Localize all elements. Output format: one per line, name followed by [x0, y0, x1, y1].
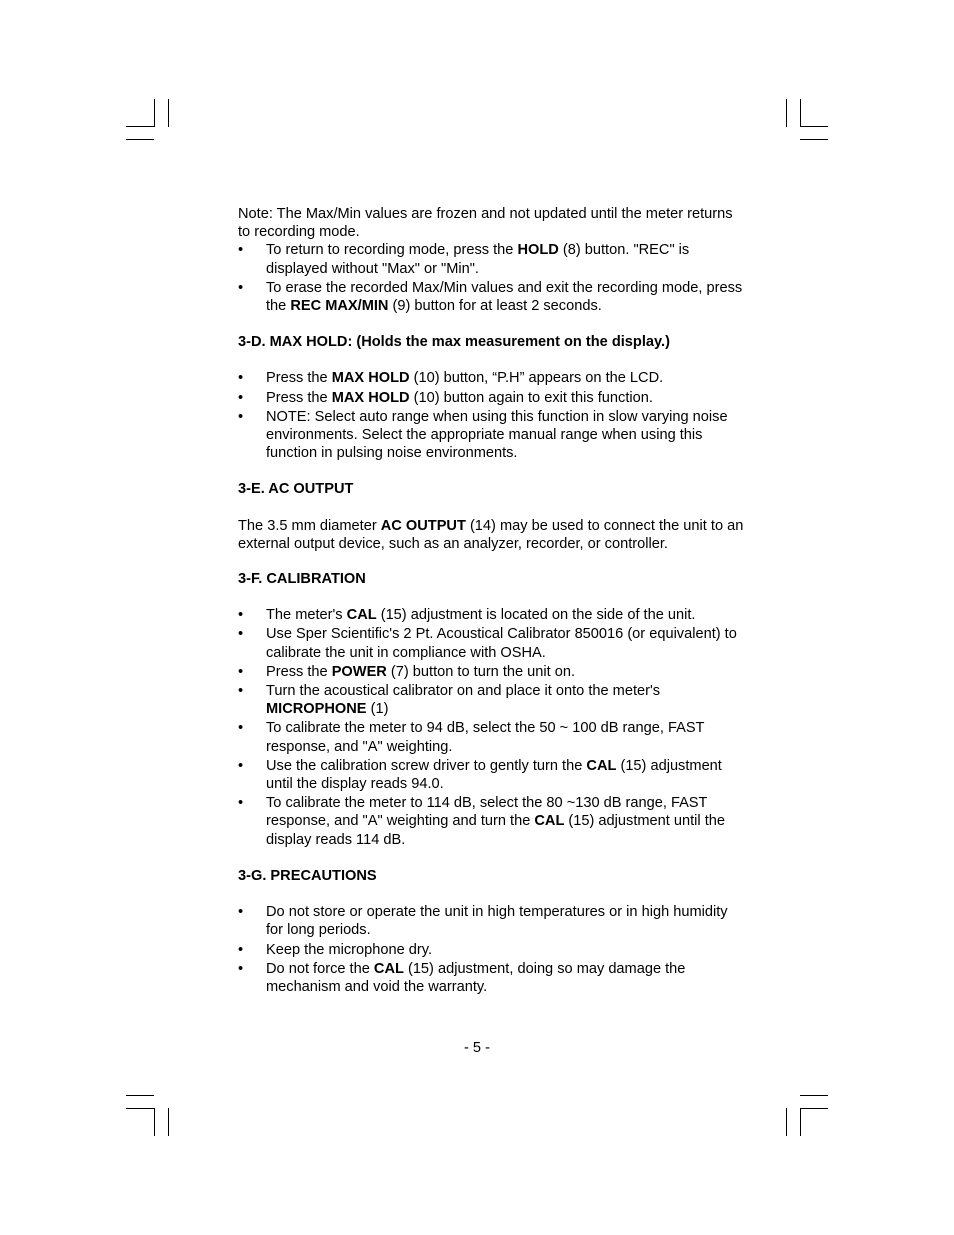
text-span: Use Sper Scientific's 2 Pt. Acoustical Calibrator 850016 (or equivalent) to calibrate the unit in compliance with OSHA.: [266, 626, 737, 661]
max-hold-bullet-list: [238, 369, 748, 462]
text-span: NOTE: Select auto range when using this function in slow varying noise environments. Select the appropriate manual range when using this function in pulsing noise environments.: [266, 408, 728, 462]
text-span: Do not store or operate the unit in high temperatures or in high humidity for long periods.: [266, 904, 728, 939]
bold-term: MICROPHONE: [266, 701, 367, 718]
crop-mark-line: [800, 1108, 828, 1109]
bold-term: MAX HOLD: [331, 370, 410, 387]
text-span: (15) adjustment is located on the side of the unit.: [376, 607, 696, 624]
text-span: Do not force the: [266, 960, 374, 977]
text-span: (15) adjustment until the display reads 114 dB.: [266, 813, 725, 848]
page-number: - 5 -: [464, 1040, 490, 1056]
crop-mark-line: [800, 139, 828, 140]
list-item: [238, 719, 748, 755]
crop-mark-line: [126, 139, 154, 140]
text-span: The 3.5 mm diameter: [238, 517, 381, 534]
text-span: (1): [366, 701, 389, 718]
crop-mark-line: [786, 1108, 787, 1136]
crop-mark-line: [800, 1095, 828, 1096]
bullet: •: [238, 960, 244, 977]
bullet: •: [238, 663, 244, 680]
bullet: •: [238, 720, 244, 737]
precautions-bullet-list: [238, 903, 748, 996]
crop-mark-line: [154, 1108, 155, 1136]
section-heading-max-hold: 3-D. MAX HOLD: (Holds the max measurement on the display.): [238, 334, 670, 351]
ac-output-paragraph: [238, 517, 748, 553]
list-item: [238, 625, 748, 661]
list-item: [238, 369, 748, 387]
list-item: [238, 757, 748, 793]
bullet: •: [238, 626, 244, 643]
bullet: •: [238, 389, 244, 406]
crop-mark-line: [168, 1108, 169, 1136]
list-item: [238, 663, 748, 681]
text-span: (10) button again to exit this function.: [409, 389, 653, 406]
crop-mark-line: [126, 126, 154, 127]
list-item: [238, 682, 748, 718]
calibration-bullet-list: [238, 606, 748, 849]
crop-mark-line: [800, 126, 828, 127]
bold-term: HOLD: [517, 242, 559, 259]
crop-mark-line: [800, 99, 801, 127]
bold-term: AC OUTPUT: [380, 517, 466, 534]
list-item: [238, 960, 748, 996]
list-item: [238, 903, 748, 939]
list-item: [238, 408, 748, 463]
bullet: •: [238, 904, 244, 921]
list-item: [238, 241, 748, 277]
text-span: Keep the microphone dry.: [266, 941, 433, 958]
crop-mark-line: [168, 99, 169, 127]
list-item: [238, 389, 748, 407]
bullet: •: [238, 941, 244, 958]
section-heading-ac-output: 3-E. AC OUTPUT: [238, 481, 354, 498]
bold-term: CAL: [373, 960, 404, 977]
bullet: •: [238, 683, 244, 700]
text-span: Use the calibration screw driver to gently turn the: [266, 757, 587, 774]
text-span: Press the: [266, 370, 332, 387]
text-span: Turn the acoustical calibrator on and place it onto the meter's: [266, 683, 661, 700]
bold-term: REC MAX/MIN: [290, 298, 389, 315]
text-span: Press the: [266, 389, 332, 406]
list-item: [238, 606, 748, 624]
bullet: •: [238, 795, 244, 812]
section-heading-calibration: 3-F. CALIBRATION: [238, 571, 366, 588]
text-span: To return to recording mode, press the: [266, 242, 518, 259]
text-span: To erase the recorded Max/Min values and exit the recording mode, press the: [266, 279, 743, 315]
crop-mark-line: [786, 99, 787, 127]
bullet: •: [238, 242, 244, 259]
list-item: [238, 794, 748, 849]
bullet: •: [238, 370, 244, 387]
crop-mark-line: [154, 99, 155, 127]
text-span: (8) button. "REC" is displayed without "Max" or "Min".: [266, 242, 690, 277]
bold-term: MAX HOLD: [331, 389, 410, 406]
section-heading-precautions: 3-G. PRECAUTIONS: [238, 867, 377, 884]
text-span: (7) button to turn the unit on.: [386, 663, 576, 680]
bullet: •: [238, 757, 244, 774]
crop-mark-line: [126, 1108, 154, 1109]
bullet: •: [238, 408, 244, 425]
text-span: To calibrate the meter to 94 dB, select the 50 ~ 100 dB range, FAST response, and "A" weighting.: [266, 720, 705, 755]
text-span: (15) adjustment, doing so may damage the mechanism and void the warranty.: [266, 960, 686, 995]
text-span: (14) may be used to connect the unit to an external output device, such as an analyzer, recorder, or controller.: [238, 517, 744, 552]
text-span: The meter's: [266, 607, 347, 624]
recording-bullet-list: [238, 241, 748, 315]
max-min-note: Note: The Max/Min values are frozen and not updated until the meter returns to recording mode.: [238, 206, 733, 241]
crop-mark-line: [126, 1095, 154, 1096]
bold-term: POWER: [331, 663, 387, 680]
bold-term: CAL: [586, 757, 617, 774]
text-span: (10) button, “P.H” appears on the LCD.: [409, 370, 664, 387]
list-item: [238, 941, 748, 959]
page-content: [238, 205, 748, 997]
text-span: (15) adjustment until the display reads 94.0.: [266, 757, 722, 793]
bold-term: CAL: [534, 813, 565, 830]
list-item: [238, 279, 748, 315]
text-span: Press the: [266, 663, 332, 680]
crop-mark-line: [800, 1108, 801, 1136]
text-span: (9) button for at least 2 seconds.: [388, 298, 602, 315]
bullet: •: [238, 607, 244, 624]
bold-term: CAL: [346, 607, 377, 624]
bullet: •: [238, 279, 244, 296]
text-span: To calibrate the meter to 114 dB, select the 80 ~130 dB range, FAST response, and "A" weighting and turn the: [266, 795, 708, 830]
